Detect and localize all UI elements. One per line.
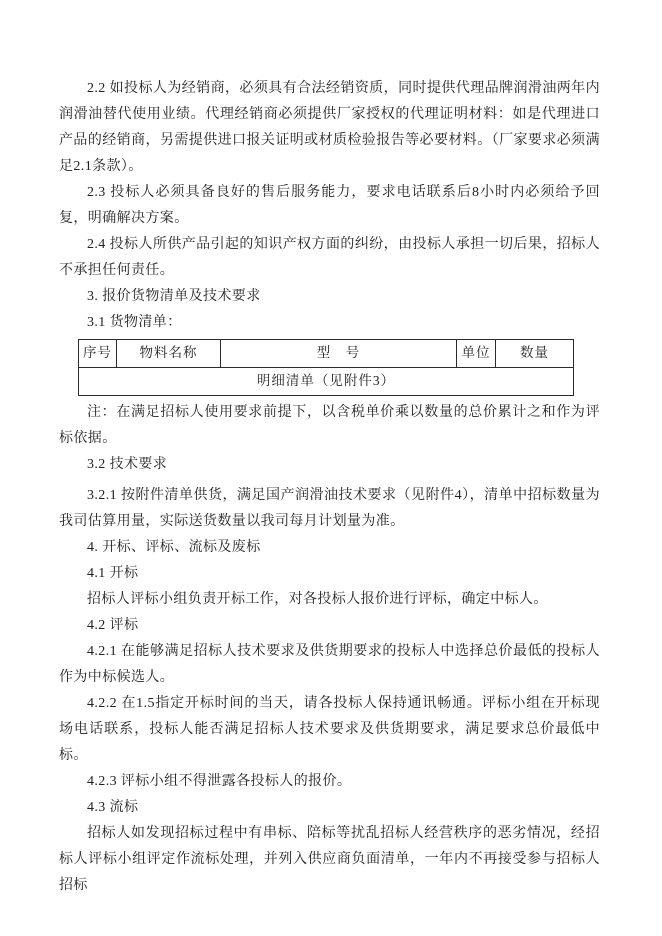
goods-table-merged-cell: 明细清单（见附件3） [79,368,574,396]
clause-3-2-1: 3.2.1 按附件清单供货，满足国产润滑油技术要求（见附件4），清单中招标数量为我司估算用量，实际送货数量以我司每月计划量为准。 [59,488,600,529]
clause-4-2-2: 4.2.2 在1.5指定开标时间的当天，请各投标人保持通讯畅通。评标小组在开标现场电话联系，投标人能否满足招标人技术要求及供货期要求，满足要求总价最低中标。 [59,696,600,763]
goods-table-col-model: 型 号 [221,340,457,368]
goods-table-col-qty: 数量 [496,340,574,368]
goods-table-col-seq: 序号 [79,340,117,368]
clause-4-2-1: 4.2.1 在能够满足招标人技术要求及供货期要求的投标人中选择总价最低的投标人作为中标候选人。 [59,644,600,685]
heading-4-3: 4.3 流标 [87,800,139,815]
clause-2-2: 2.2 如投标人为经销商，必须具有合法经销资质，同时提供代理品牌润滑油两年内润滑油替代使用业绩。代理经销商必须提供厂家授权的代理证明材料：如是代理进口产品的经销商，另需提供进口报关证明或材质检验报告等必要材料。（厂家要求必须满足2.1条款）。 [59,81,600,174]
heading-3-1: 3.1 货物清单： [87,315,182,330]
heading-4: 4. 开标、评标、流标及废标 [87,540,261,555]
clause-4-2-3: 4.2.3 评标小组不得泄露各投标人的报价。 [87,774,352,789]
goods-table-col-material: 物料名称 [117,340,221,368]
clause-2-4: 2.4 投标人所供产品引起的知识产权方面的纠纷，由投标人承担一切后果，招标人不承担任何责任。 [59,237,600,278]
document-body [59,76,600,899]
goods-table-merged-row [79,368,574,396]
heading-4-2: 4.2 评标 [87,618,139,633]
heading-4-1: 4.1 开标 [87,566,139,581]
goods-table-col-unit: 单位 [457,340,496,368]
table-note: 注：在满足招标人使用要求前提下，以含税单价乘以数量的总价累计之和作为评标依据。 [59,405,600,446]
clause-4-3-body: 招标人如发现招标过程中有串标、陪标等扰乱招标人经营秩序的恶劣情况，经招标人评标小组评定作流标处理，并列入供应商负面清单，一年内不再接受参与招标人招标 [59,826,600,893]
goods-table-header-row [79,340,574,368]
heading-3-2: 3.2 技术要求 [87,457,168,472]
clause-4-1-body: 招标人评标小组负责开标工作，对各投标人报价进行评标，确定中标人。 [87,592,548,607]
heading-3: 3. 报价货物清单及技术要求 [87,289,261,304]
goods-table [78,339,574,396]
clause-2-3: 2.3 投标人必须具备良好的售后服务能力，要求电话联系后8小时内必须给予回复，明确解决方案。 [59,185,600,226]
